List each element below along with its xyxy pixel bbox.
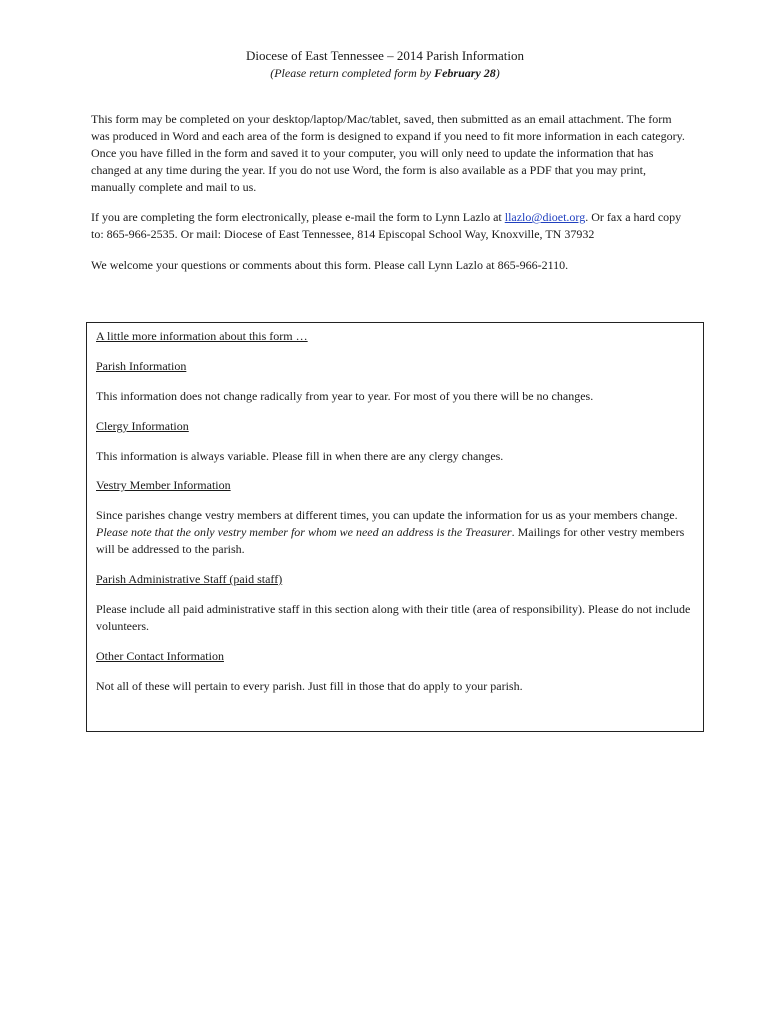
clergy-info-text: This information is always variable. Please fill in when there are any clergy changes. [96, 449, 504, 463]
parish-info-text: This information does not change radically from year to year. For most of you there will be no changes. [96, 389, 594, 403]
intro-paragraph-2-prefix: If you are completing the form electronically, please e-mail the form to Lynn Lazlo at [91, 210, 505, 224]
vestry-text-prefix: Since parishes change vestry members at different times, you can update the information for us as your members change. [96, 508, 678, 522]
vestry-info-text [96, 507, 692, 558]
page-subtitle [0, 65, 770, 81]
vestry-text-italic: Please note that the only vestry member for whom we need an address is the Treasurer [96, 525, 512, 539]
info-box-heading: A little more information about this form … [96, 329, 308, 343]
intro-paragraph-3: We welcome your questions or comments about this form. Please call Lynn Lazlo at 865-966-2110. [91, 258, 569, 272]
vestry-text-suffix: . Mailings for other vestry members will be addressed to the parish. [96, 525, 685, 556]
intro-paragraph-1: This form may be completed on your desktop/laptop/Mac/tablet, saved, then submitted as an email attachment. The form was produced in Word and each area of the form is designed to expand if you need to fit more information in each category. Once you have filled in the form and saved it to your computer, you will only need to update the information that has changed at any time during the year. If you do not use Word, the form is also available as a PDF that you may print, manually complete and mail to us. [91, 112, 685, 194]
email-link[interactable]: llazlo@dioet.org [504, 210, 586, 224]
subtitle-prefix: (Please return completed form by [270, 66, 435, 80]
parish-info-heading: Parish Information [96, 359, 187, 373]
staff-info-text: Please include all paid administrative staff in this section along with their title (area of responsibility). Please do not include volunteers. [96, 602, 691, 633]
vestry-info-heading: Vestry Member Information [96, 478, 231, 492]
page-title: Diocese of East Tennessee – 2014 Parish Information [246, 48, 524, 63]
intro-paragraph-2-suffix: . Or fax a hard copy to: 865-966-2535. Or mail: Diocese of East Tennessee, 814 Episcopal School Way, Knoxville, TN 37932 [91, 210, 682, 241]
clergy-info-heading: Clergy Information [96, 419, 189, 433]
other-contact-text: Not all of these will pertain to every parish. Just fill in those that do apply to your parish. [96, 679, 523, 693]
staff-info-heading: Parish Administrative Staff (paid staff) [96, 572, 283, 586]
subtitle-suffix: ) [495, 66, 500, 80]
intro-paragraph-2 [91, 209, 691, 243]
other-contact-heading: Other Contact Information [96, 649, 224, 663]
subtitle-deadline: February 28 [434, 66, 496, 80]
